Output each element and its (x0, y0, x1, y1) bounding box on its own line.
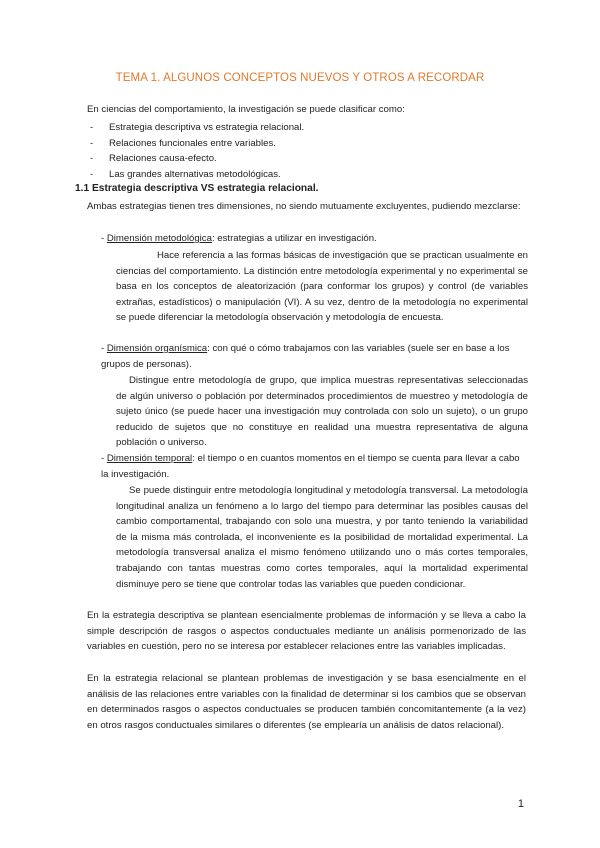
classification-list (90, 120, 304, 182)
list-item-text: Relaciones funcionales entre variables. (109, 137, 276, 149)
list-item-text: Relaciones causa-efecto. (109, 153, 217, 164)
dimension-dash: - (101, 453, 105, 464)
dimension-term: Dimensión metodológica (106, 233, 212, 244)
page-number: 1 (517, 798, 524, 810)
dimension-term: Dimensión temporal (106, 453, 193, 464)
dimension-metodologica-heading (101, 231, 531, 247)
dimension-temporal-detail: Se puede distinguir entre metodología longitudinal y metodología transversal. La metodología longitudinal analiza un fenómeno a lo largo del tiempo para determinar las posibles causas del cambio comportamental, trabajando con solo una muestra, y por tanto teniendo la variabilidad de la misma más controlada, el inconveniente es la posibilidad de mortalidad experimental. La metodología transversal analiza el mismo fenómeno utilizando uno o más cortes temporales, trabajando con tantas muestras como cortes temporales, aquí la mortalidad experimental disminuye pero se tiene que controlar todas las variables que pueden condicionar. (116, 485, 528, 590)
paragraph-descriptiva: En la estrategia descriptiva se plantean esencialmente problemas de información y se lleva a cabo la simple descripción de rasgos o aspectos conductuales mediante un análisis pormenorizado de las variables en cuestión, pero no se interesa por establecer relaciones entre las variables implicadas. (87, 610, 526, 653)
dimension-organismica-detail: Distingue entre metodología de grupo, que implica muestras representativas seleccionadas de algún universo o población por determinados procedimientos de muestreo y metodología de sujeto único (se puede hacer una investigación muy controlada con solo un sujeto), o un grupo reducido de sujetos que no constituye en realidad una muestra representativa de alguna población o universo. (116, 375, 528, 449)
dimension-description: : con qué o cómo trabajamos con las variables (suele ser en base a los grupos de personas). (101, 343, 510, 370)
list-item (90, 120, 304, 136)
list-item-text: Estrategia descriptiva vs estrategia relacional. (109, 122, 305, 133)
list-item-text: Las grandes alternativas metodológicas. (109, 168, 281, 180)
dimension-term: Dimensión organísmica (106, 343, 208, 354)
dimension-temporal-heading (101, 451, 529, 482)
dimension-description: : estrategias a utilizar en investigación. (211, 233, 377, 244)
list-item (90, 151, 304, 167)
paragraph-relacional: En la estrategia relacional se plantean problemas de investigación y se basa esencialmente en el análisis de las relaciones entre variables con la finalidad de determinar si los cambios que se observan en determinados rasgos o aspectos conductuales se producen también concomitantemente (a la vez) en otros rasgos conductuales similares o diferentes (se emplearía un análisis de datos relacional). (87, 673, 526, 731)
dimension-dash: - (101, 233, 105, 244)
bullet-dash: - (90, 168, 94, 180)
dimensions-intro: Ambas estrategias tienen tres dimensiones, no siendo mutuamente excluyentes, pudiendo mezclarse: (87, 201, 521, 212)
bullet-dash: - (90, 137, 94, 149)
list-item (90, 167, 304, 183)
intro-text: En ciencias del comportamiento, la investigación se puede clasificar como: (87, 104, 405, 115)
dimension-description: : el tiempo o en cuantos momentos en el tiempo se cuenta para llevar a cabo la investigación. (101, 453, 520, 480)
bullet-dash: - (90, 153, 94, 164)
bullet-dash: - (90, 122, 94, 133)
page-title: TEMA 1. ALGUNOS CONCEPTOS NUEVOS Y OTROS A RECORDAR (115, 72, 485, 84)
dimension-dash: - (101, 343, 105, 354)
dimension-organismica-heading (101, 341, 529, 372)
section-heading: 1.1 Estrategia descriptiva VS estrategia relacional. (75, 183, 319, 194)
dimension-metodologica-detail: Hace referencia a las formas básicas de investigación que se practican usualmente en ciencias del comportamiento. La distinción entre metodología experimental y no experimental se basa en los conceptos de aleatorización (para conformar los grupos) y control (de variables extrañas, estadísticos) o manipulación (VI). A su vez, dentro de la metodología no experimental se puede diferenciar la metodología observación y metodología de encuesta. (116, 250, 528, 324)
list-item (90, 136, 304, 152)
